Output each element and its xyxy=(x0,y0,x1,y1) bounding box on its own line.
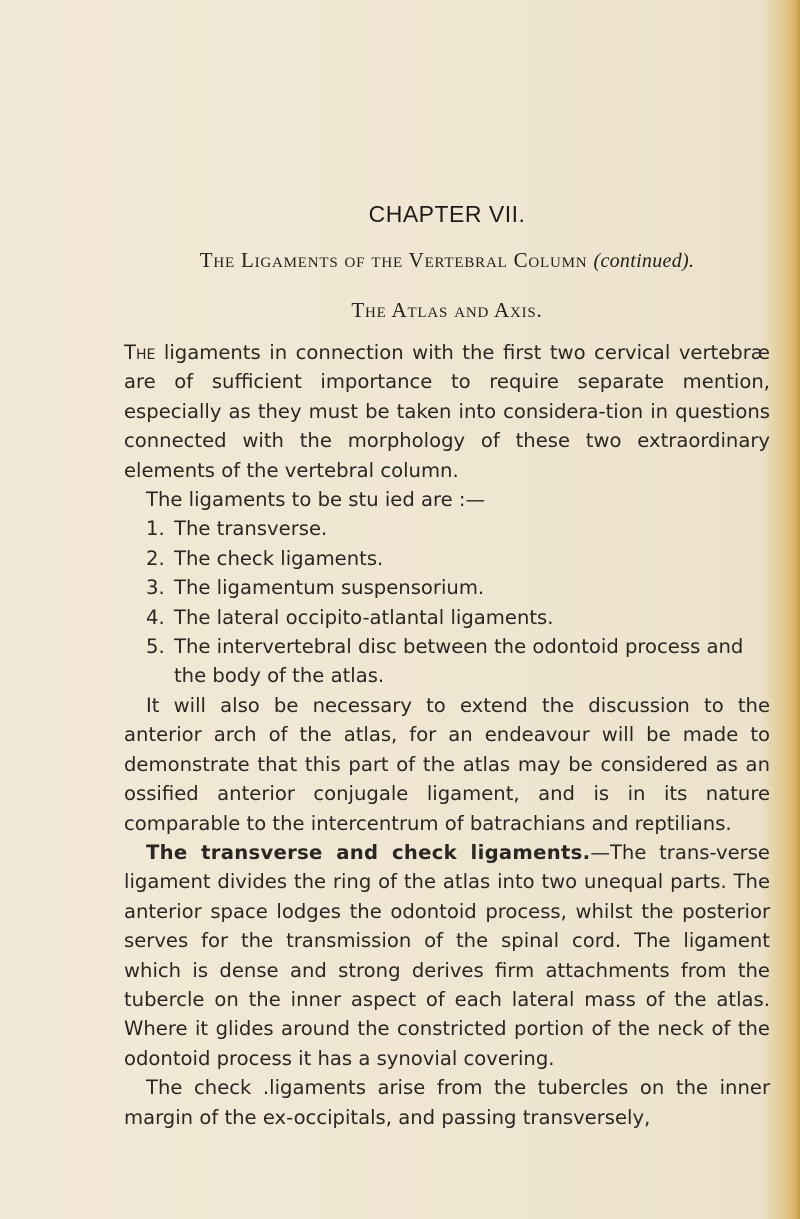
list-item xyxy=(124,514,770,543)
chapter-title-main: The Ligaments of the Vertebral Column xyxy=(199,248,588,272)
page-edge xyxy=(786,0,800,1219)
list-item-text: The transverse. xyxy=(174,517,328,541)
paragraph-2: It will also be necessary to extend the discussion to the anterior arch of the atlas, for an endeavour will be made to demonstrate that this part of the atlas may be considered as an ossified anterior conjugale ligament, and is in its nature comparable to the intercentrum of batrachians and reptilians. xyxy=(124,693,770,835)
list-intro: The ligaments to be stu ied are :— xyxy=(146,488,486,512)
list-item-number: 5. xyxy=(146,635,165,659)
paragraph-4: The check .ligaments arise from the tubercles on the inner margin of the ex-occipitals, and passing transversely, xyxy=(124,1076,770,1129)
body-text xyxy=(124,338,770,1132)
chapter-heading: CHAPTER VII. xyxy=(368,201,526,227)
list-item-number: 2. xyxy=(146,546,165,570)
paragraph-1 xyxy=(124,338,770,485)
list-item xyxy=(124,632,770,691)
list-item xyxy=(124,573,770,602)
section-title: The Atlas and Axis. xyxy=(351,298,543,322)
paragraph-1-lead: The xyxy=(124,341,156,364)
chapter-title xyxy=(124,246,770,276)
list-item xyxy=(124,544,770,573)
paragraph-1-text: ligaments in connection with the first two cervical vertebræ are of sufficient importance to require separate mention, especially as they must be taken into considera-tion in questions connected with the morphology of these two extraordinary elements of the vertebral column. xyxy=(124,341,770,482)
list-item-number: 1. xyxy=(146,517,165,541)
list-item-text: The intervertebral disc between the odontoid process and the body of the atlas. xyxy=(174,635,744,688)
list-item-number: 3. xyxy=(146,576,165,600)
paragraph-3-heading: The transverse and check ligaments. xyxy=(146,840,591,864)
list-item xyxy=(124,603,770,632)
paragraph-3 xyxy=(124,838,770,1073)
chapter-title-continued: (continued). xyxy=(593,250,695,272)
list-item-text: The check ligaments. xyxy=(174,546,384,570)
list-item-text: The lateral occipito-atlantal ligaments. xyxy=(174,605,554,629)
list-item-text: The ligamentum suspensorium. xyxy=(174,576,485,600)
paragraph-3-text: —The trans-verse ligament divides the ring of the atlas into two unequal parts. The anterior space lodges the odontoid process, whilst the posterior serves for the transmission of the spinal cord. The ligament which is dense and strong derives firm attachments from the tubercle on the inner aspect of each lateral mass of the atlas. Where it glides around the constricted portion of the neck of the odontoid process it has a synovial covering. xyxy=(124,840,770,1070)
list-item-number: 4. xyxy=(146,605,165,629)
